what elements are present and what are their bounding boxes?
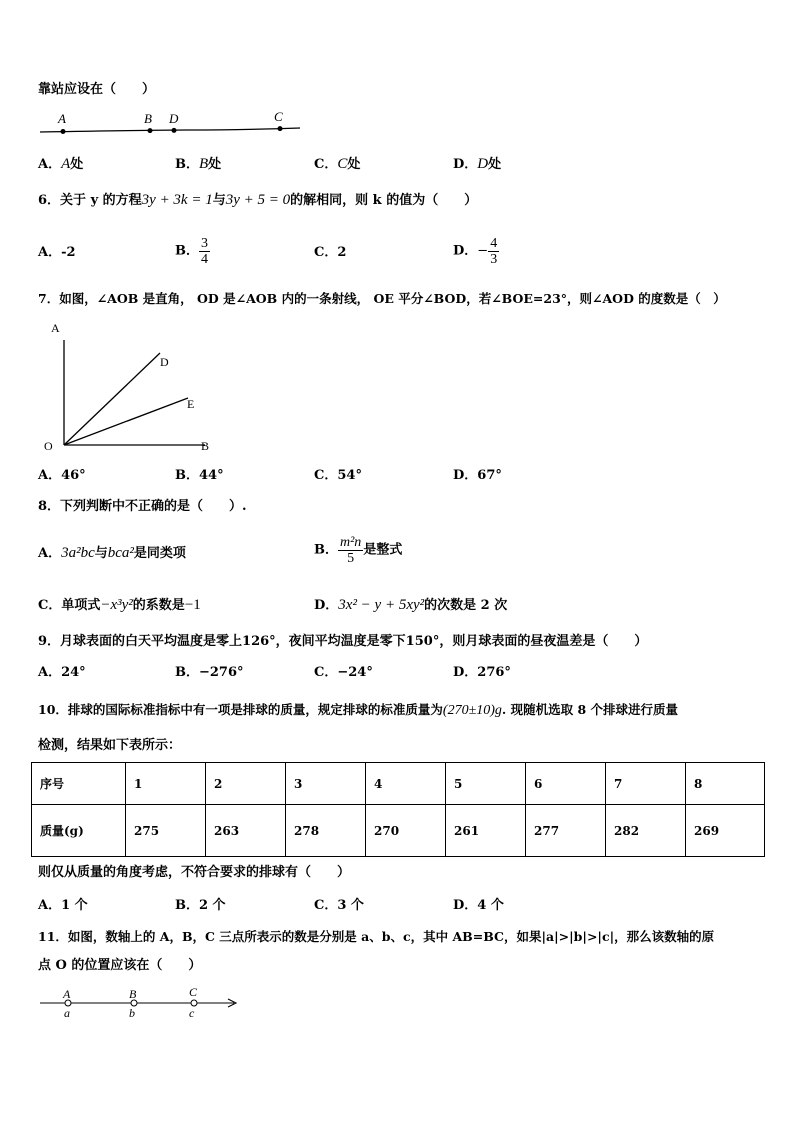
q11-stem-line2: 点 O 的位置应该在（ ） [38,958,202,973]
q11-label-lower-c: c [189,1006,195,1020]
table-cell: 8 [686,763,765,805]
table-cell: 6 [526,763,606,805]
q10-option-d[interactable]: D．4 个 [453,898,504,913]
q10-stem-line2: 检测，结果如下表所示： [38,738,182,753]
q10-option-a[interactable]: A．1 个 [38,898,88,913]
q5-road-figure [38,108,308,138]
q7-option-d[interactable]: D．67° [453,468,502,483]
q11-label-upper-a: A [63,987,71,1001]
q6-equation-1: 3y + 3k = 1 [141,192,213,208]
q7-option-c[interactable]: C．54° [314,468,362,483]
table-cell: 1 [126,763,206,805]
q5-label-a: A [58,111,66,126]
q5-option-c[interactable]: C．C处 [314,156,361,172]
q10-option-b[interactable]: B．2 个 [175,898,226,913]
table-cell: 4 [366,763,446,805]
q9-option-a[interactable]: A．24° [38,665,86,680]
q5-option-b[interactable]: B．B处 [175,156,222,172]
q11-number-line-figure [38,985,248,1025]
q5-option-a[interactable]: A．A处 [38,156,84,172]
q7-label-d: D [160,355,169,369]
q11-label-upper-c: C [189,985,198,999]
table-header-label: 序号 [32,763,126,805]
table-row [32,805,765,857]
q8-option-a[interactable]: A．3a²bc与bca²是同类项 [38,545,186,561]
table-header-row [32,763,765,805]
q11-label-lower-a: a [64,1006,70,1020]
table-cell: 261 [446,805,526,857]
q5-label-c: C [274,109,283,124]
q7-label-e: E [187,397,195,411]
q6-stem: 6．关于 y 的方程3y + 3k = 1与3y + 5 = 0的解相同，则 k 的值为（ ） [38,192,478,208]
q10-stem-line1: 10．排球的国际标准指标中有一项是排球的质量，规定排球的标准质量为(270±10)g. 现随机选取 8 个排球进行质量 [38,702,679,718]
table-cell: 263 [206,805,286,857]
q7-option-a[interactable]: A．46° [38,468,86,483]
q5-stem: 靠站应设在（ ） [38,82,156,97]
q7-angle-figure [40,318,220,458]
table-cell: 275 [126,805,206,857]
q5-label-d: D [169,111,179,126]
q5-label-b: B [144,111,152,126]
q9-option-b[interactable]: B．−276° [175,665,244,680]
q9-option-d[interactable]: D．276° [453,665,511,680]
q9-stem: 9．月球表面的白天平均温度是零上126°，夜间平均温度是零下150°，则月球表面的昼夜温差是（ ） [38,634,648,649]
q6-option-d[interactable]: D．− $\frac{4}{3}$ [453,236,498,267]
q7-stem: 7．如图，∠AOB 是直角， OD 是∠AOB 内的一条射线， OE 平分∠BOD，若∠BOE=23°，则∠AOD 的度数是（ ） [38,291,726,306]
q10-option-c[interactable]: C．3 个 [314,898,364,913]
q11-label-lower-b: b [129,1006,135,1020]
q7-label-a: A [51,321,60,335]
table-cell: 7 [606,763,686,805]
table-cell: 2 [206,763,286,805]
q6-equation-2: 3y + 5 = 0 [225,192,291,208]
table-cell: 269 [686,805,765,857]
q9-option-c[interactable]: C．−24° [314,665,373,680]
table-cell: 278 [286,805,366,857]
q6-option-c[interactable]: C．2 [314,245,347,260]
table-cell: 270 [366,805,446,857]
q11-stem-line1: 11．如图，数轴上的 A，B，C 三点所表示的数是分别是 a、b、c，其中 AB=BC，如果|a|>|b|>|c|，那么该数轴的原 [38,929,715,944]
table-cell: 3 [286,763,366,805]
table-cell: 5 [446,763,526,805]
q11-label-upper-b: B [129,987,137,1001]
table-cell: 282 [606,805,686,857]
q8-option-b[interactable]: B． $\frac{\text{m²n}}{5}$ 是整式 [314,535,403,566]
q8-stem: 8．下列判断中不正确的是（ ）. [38,499,247,514]
q8-option-d[interactable]: D．3x² − y + 5xy²的次数是 2 次 [314,597,508,613]
table-row-label: 质量(g) [32,805,126,857]
q7-label-b: B [201,439,210,453]
q10-question: 则仅从质量的角度考虑，不符合要求的排球有（ ） [38,865,351,880]
q8-option-c[interactable]: C．单项式−x³y²的系数是−1 [38,597,201,613]
table-cell: 277 [526,805,606,857]
q7-option-b[interactable]: B．44° [175,468,224,483]
q10-mass-table [31,762,765,857]
q6-option-b[interactable]: B． $\frac{3}{4}$ [175,236,208,267]
q7-label-o: O [44,439,53,453]
q5-option-d[interactable]: D．D处 [453,156,502,172]
q6-option-a[interactable]: A．-2 [38,245,76,260]
